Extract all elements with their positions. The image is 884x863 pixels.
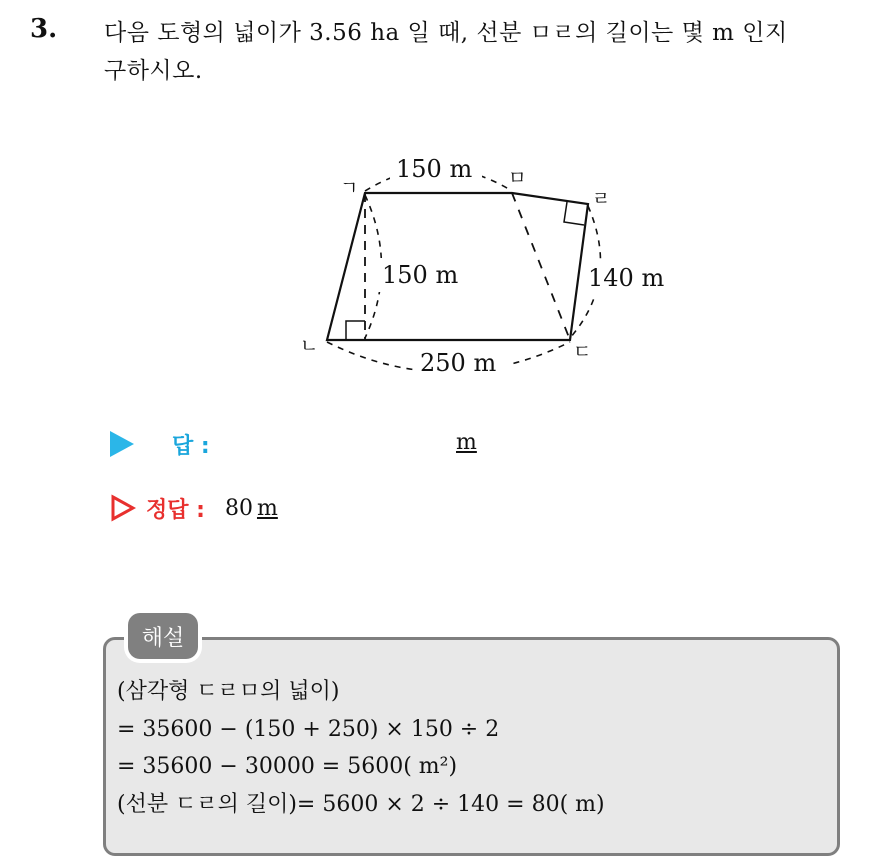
explanation-line-3: = 35600 − 30000 = 5600( m²) [117, 754, 458, 779]
correct-answer-unit: m [256, 495, 278, 521]
question-number: 3. [30, 14, 58, 44]
explanation-tab: 해설 [128, 613, 198, 659]
right-angle-mark-bottom [346, 321, 365, 340]
vertex-label-e: ㅁ [508, 167, 527, 189]
outline-triangle-icon [110, 494, 136, 522]
label-bottom-length: 250 m [420, 349, 497, 377]
explanation-line-2: = 35600 − (150 + 250) × 150 ÷ 2 [117, 716, 500, 742]
correct-answer-value: 80 [224, 495, 253, 521]
answer-label: 답 : [172, 433, 210, 459]
right-angle-mark-right [564, 202, 584, 225]
diagonal-dashed [512, 193, 570, 340]
question-line-2: 구하시오. [104, 58, 203, 84]
question-text [104, 14, 864, 90]
explanation-content [117, 673, 817, 823]
vertex-label-a: ㄱ [340, 177, 359, 199]
vertex-label-c: ㄷ [573, 341, 592, 363]
question-line-1: 다음 도형의 넓이가 3.56 ha 일 때, 선분 ㅁㄹ의 길이는 몇 m 인지 [104, 20, 788, 46]
explanation-line-4: (선분 ㄷㄹ의 길이)= 5600 × 2 ÷ 140 = 80( m) [117, 791, 605, 817]
label-right-length: 140 m [588, 264, 665, 292]
answer-unit: m [456, 430, 477, 455]
correct-answer-label: 정답 : [146, 497, 205, 523]
vertex-label-d: ㄹ [592, 188, 611, 210]
geometry-figure [290, 140, 690, 385]
correct-answer-row [110, 490, 278, 526]
label-height-length: 150 m [382, 261, 459, 289]
play-triangle-icon [110, 431, 134, 457]
explanation-line-1: (삼각형 ㄷㄹㅁ의 넓이) [117, 679, 340, 704]
vertex-label-b: ㄴ [300, 335, 319, 357]
label-top-length: 150 m [396, 155, 473, 183]
answer-row [110, 426, 510, 462]
